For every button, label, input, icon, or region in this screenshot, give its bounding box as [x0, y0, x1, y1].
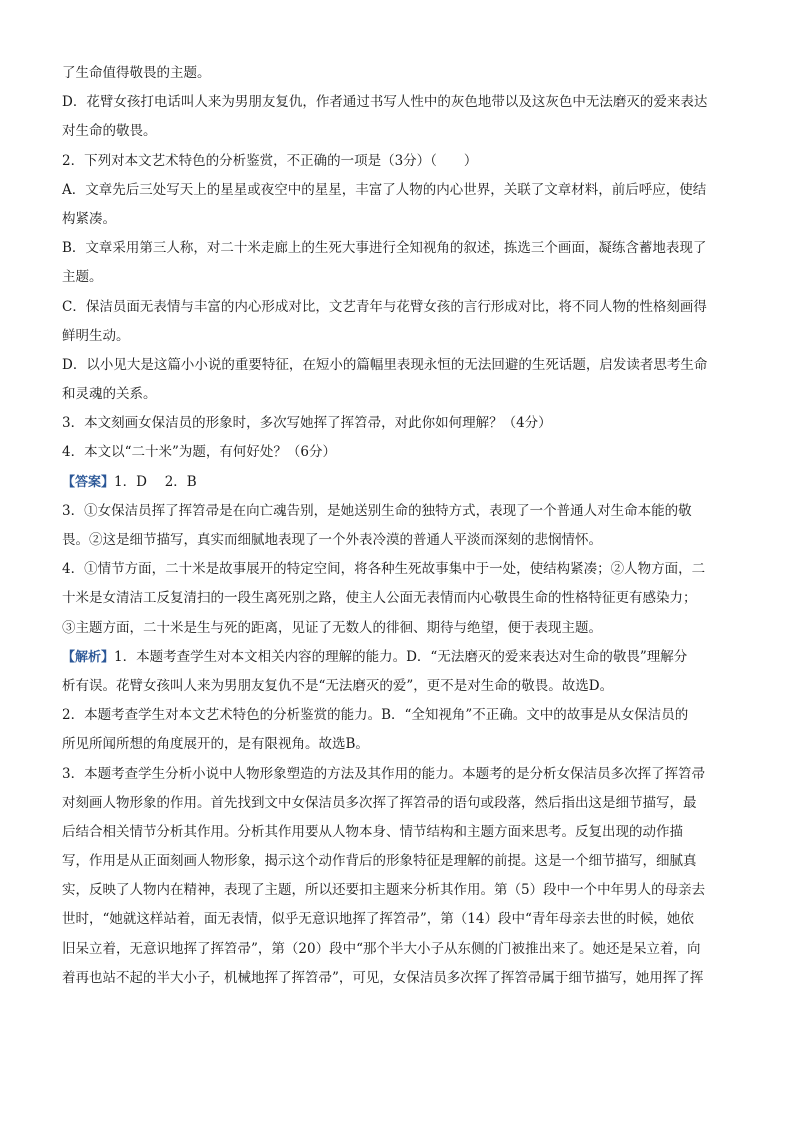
analysis-line: 世时，“她就这样站着，面无表情，似乎无意识地挥了挥笤帚”，第（14）段中“青年母亲去世的时候，她依 [62, 911, 694, 928]
analysis-label: 【解析】 [62, 649, 115, 665]
option-c-line: C．保洁员面无表情与丰富的内心形成对比，文艺青年与花臂女孩的言行形成对比，将不同人物的性格刻画得 [62, 298, 707, 315]
analysis-line: 2．本题考查学生对本文艺术特色的分析鉴赏的能力。B．“全知视角”不正确。文中的故事是从女保洁员的 [62, 707, 689, 724]
question-3: 3．本文刻画女保洁员的形象时，多次写她挥了挥笤帚，对此你如何理解？（4分） [62, 415, 552, 432]
analysis-line: 写，作用是从正面刻画人物形象，揭示这个动作背后的形象特征是理解的前提。这是一个细节描写，细腻真 [62, 853, 697, 870]
answer-text: 1．D 2．B [114, 473, 197, 490]
question-4: 4．本文以“二十米”为题，有何好处？（6分） [62, 444, 336, 461]
answer-line: ③主题方面，二十米是生与死的距离，见证了无数人的徘徊、期待与绝望，便于表现主题。 [62, 619, 602, 636]
analysis-line: 所见所闻所想的角度展开的，是有限视角。故选B。 [62, 736, 369, 753]
option-d-line: D．以小见大是这篇小小说的重要特征，在短小的篇幅里表现永恒的无法回避的生死话题，启发读者思考生命 [62, 356, 708, 373]
analysis-line: 后结合相关情节分析其作用。分析其作用要从人物本身、情节结构和主题方面来思考。反复出现的动作描 [62, 823, 683, 840]
analysis-line: 实，反映了人物内在精神，表现了主题，所以还要扣主题来分析其作用。第（5）段中一个中年男人的母亲去 [62, 882, 706, 899]
text-line: 了生命值得敬畏的主题。 [62, 65, 211, 81]
text-line: 和灵魂的关系。 [62, 386, 157, 403]
text-line: 鲜明生动。 [62, 327, 130, 344]
text-line: 构紧凑。 [62, 210, 116, 227]
option-b-line: B．文章采用第三人称，对二十米走廊上的生死大事进行全知视角的叙述，拣选三个画面，凝练含蓄地表现了 [62, 240, 707, 257]
option-a-line: A．文章先后三处写天上的星星或夜空中的星星，丰富了人物的内心世界，关联了文章材料，前后呼应，使结 [62, 181, 707, 198]
answer-label: 【答案】 [62, 474, 115, 490]
question-2: 2．下列对本文艺术特色的分析鉴赏，不正确的一项是（3分）（ ） [62, 152, 478, 169]
text-line: 对生命的敬畏。 [62, 123, 157, 140]
answer-line: 3．①女保洁员挥了挥笤帚是在向亡魂告别，是她送别生命的独特方式，表现了一个普通人对生命本能的敬 [62, 502, 692, 519]
analysis-line: 3．本题考查学生分析小说中人物形象塑造的方法及其作用的能力。本题考的是分析女保洁员多次挥了挥笤帚 [62, 765, 706, 782]
analysis-line: 着再也站不起的半大小子，机械地挥了挥笤帚”，可见，女保洁员多次挥了挥笤帚属于细节描写，她用挥了挥 [62, 969, 704, 986]
text-line: 主题。 [62, 269, 103, 286]
analysis-first-text: 1．本题考查学生对本文相关内容的理解的能力。D．“无法磨灭的爱来表达对生命的敬畏”理解分 [114, 648, 688, 665]
answer-line: 畏。②这是细节描写，真实而细腻地表现了一个外表冷漠的普通人平淡而深刻的悲悯情怀。 [62, 532, 602, 548]
answer-line: 十米是女清洁工反复清扫的一段生离死别之路，使主人公面无表情而内心敬畏生命的性格特征更有感染力； [62, 590, 697, 607]
option-d-line: D．花臂女孩打电话叫人来为男朋友复仇，作者通过书写人性中的灰色地带以及这灰色中无法磨灭的爱来表达 [62, 94, 708, 111]
analysis-line: 对刻画人物形象的作用。首先找到文中女保洁员多次挥了挥笤帚的语句或段落，然后指出这是细节描写，最 [62, 794, 697, 811]
analysis-line: 析有误。花臂女孩叫人来为男朋友复仇不是“无法磨灭的爱”，更不是对生命的敬畏。故选D。 [62, 677, 614, 694]
answer-heading-line [62, 468, 738, 497]
document-page [62, 59, 738, 993]
analysis-heading-line [62, 643, 738, 672]
analysis-line: 旧呆立着，无意识地挥了挥笤帚”，第（20）段中“那个半大小子从东侧的门被推出来了。她还是呆立着，向 [62, 940, 701, 957]
answer-line: 4．①情节方面，二十米是故事展开的特定空间，将各种生死故事集中于一处，使结构紧凑；②人物方面，二 [62, 561, 706, 578]
